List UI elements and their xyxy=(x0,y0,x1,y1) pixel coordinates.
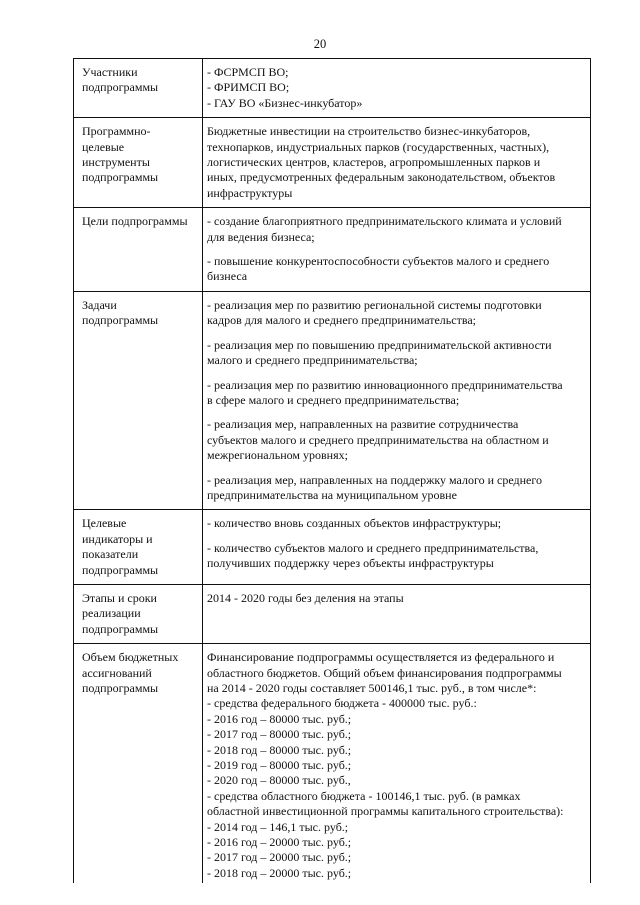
paragraph xyxy=(207,298,584,329)
text-line: Финансирование подпрограммы осуществляется из федерального и xyxy=(207,650,555,665)
paragraph xyxy=(207,338,584,369)
text-line: - количество вновь созданных объектов инфраструктуры; xyxy=(207,516,502,531)
text-line: Бюджетные инвестиции на строительство бизнес-инкубаторов, xyxy=(207,124,531,139)
text-line: - 2016 год – 20000 тыс. руб.; xyxy=(207,835,352,850)
row-indicators xyxy=(74,510,591,585)
text-line: - количество субъектов малого и среднего предпринимательства, xyxy=(207,540,539,555)
label-instruments xyxy=(74,118,203,208)
text-line: - 2020 год – 80000 тыс. руб., xyxy=(207,773,351,788)
text-line: - 2018 год – 80000 тыс. руб.; xyxy=(207,742,352,757)
text-line: логистических центров, кластеров, агропромышленных парков и xyxy=(207,155,541,170)
paragraph xyxy=(207,473,584,504)
paragraph xyxy=(207,417,584,463)
row-stages xyxy=(74,584,591,643)
row-goals xyxy=(74,208,591,292)
text-line: - ФСРМСП ВО; xyxy=(207,65,289,79)
text-line: - ГАУ ВО «Бизнес-инкубатор» xyxy=(207,95,363,110)
label-line: подпрограммы xyxy=(82,170,159,185)
label-line: подпрограммы xyxy=(82,621,159,636)
label-indicators xyxy=(74,510,203,585)
text-line: - 2018 год – 20000 тыс. руб.; xyxy=(207,865,352,880)
text-line: в сфере малого и среднего предпринимательства; xyxy=(207,392,460,407)
text-line: инфраструктуры xyxy=(207,185,293,200)
subprogram-passport-table xyxy=(73,58,591,883)
text-line: кадров для малого и среднего предпринимательства; xyxy=(207,313,476,328)
label-line: ассигнований xyxy=(82,665,152,680)
text-line: - 2014 год – 146,1 тыс. руб.; xyxy=(207,819,349,834)
content-tasks xyxy=(203,291,591,509)
paragraph xyxy=(207,650,584,881)
text-line: - реализация мер, направленных на поддержку малого и среднего xyxy=(207,472,542,487)
text-line: - 2016 год – 80000 тыс. руб.; xyxy=(207,711,352,726)
text-line: - реализация мер по развитию инновационного предпринимательства xyxy=(207,377,563,392)
text-line: технопарков, индустриальных парков (государственных, частных), xyxy=(207,139,550,154)
paragraph xyxy=(207,65,584,111)
content-goals xyxy=(203,208,591,292)
label-line: Этапы и сроки xyxy=(82,590,157,605)
text-line: бизнеса xyxy=(207,269,248,284)
text-line: областной инвестиционной программы капитального строительства): xyxy=(207,804,564,819)
paragraph xyxy=(207,541,584,572)
label-line: Программно- xyxy=(82,124,151,139)
paragraph xyxy=(207,591,584,606)
content-indicators xyxy=(203,510,591,585)
text-line: получивших поддержку через объекты инфраструктуры xyxy=(207,556,494,571)
label-line: Объем бюджетных xyxy=(82,650,179,665)
text-line: предпринимательства на муниципальном уровне xyxy=(207,487,457,502)
row-participants xyxy=(74,59,591,118)
text-line: - ФРИМСП ВО; xyxy=(207,80,290,95)
text-line: - 2017 год – 20000 тыс. руб.; xyxy=(207,850,352,865)
row-budget xyxy=(74,644,591,884)
text-line: межрегиональном уровнях; xyxy=(207,448,348,463)
text-line: - 2017 год – 80000 тыс. руб.; xyxy=(207,727,352,742)
label-stages xyxy=(74,584,203,643)
label-line: подпрограммы xyxy=(82,562,159,577)
paragraph xyxy=(207,254,584,285)
label-line: Задачи xyxy=(82,297,117,312)
text-line: на 2014 - 2020 годы составляет 500146,1 тыс. руб., в том числе*: xyxy=(207,681,537,695)
text-line: - средства федерального бюджета - 400000 тыс. руб.: xyxy=(207,696,477,711)
text-line: - создание благоприятного предпринимательского климата и условий xyxy=(207,214,562,229)
text-line: - реализация мер по развитию региональной системы подготовки xyxy=(207,297,542,312)
label-line: индикаторы и xyxy=(82,531,153,546)
label-tasks xyxy=(74,291,203,509)
content-stages xyxy=(203,584,591,643)
label-line: показатели xyxy=(82,547,139,562)
content-participants xyxy=(203,59,591,118)
text-line: субъектов малого и среднего предпринимательства на областном и xyxy=(207,432,549,447)
label-line: подпрограммы xyxy=(82,80,159,95)
label-participants xyxy=(74,59,203,118)
paragraph xyxy=(207,214,584,245)
text-line: - реализация мер по повышению предпринимательской активности xyxy=(207,337,552,352)
row-tasks xyxy=(74,291,591,509)
label-line: инструменты xyxy=(82,155,150,170)
label-goals xyxy=(74,208,203,292)
text-line: малого и среднего предпринимательства; xyxy=(207,353,418,368)
text-line: для ведения бизнеса; xyxy=(207,229,315,244)
page-number: 20 xyxy=(313,37,327,51)
label-line: подпрограммы xyxy=(82,681,159,695)
text-line: - 2019 год – 80000 тыс. руб.; xyxy=(207,758,352,773)
text-line: - реализация мер, направленных на развитие сотрудничества xyxy=(207,417,519,432)
label-line: целевые xyxy=(82,139,125,154)
label-line: Цели подпрограммы xyxy=(82,214,188,229)
label-line: подпрограммы xyxy=(82,313,159,328)
label-budget xyxy=(74,644,203,884)
paragraph xyxy=(207,516,584,531)
label-line: Целевые xyxy=(82,516,127,531)
text-line: областного бюджетов. Общий объем финансирования подпрограммы xyxy=(207,665,562,680)
label-line: Участники xyxy=(82,65,138,79)
text-line: - средства областного бюджета - 100146,1 тыс. руб. (в рамках xyxy=(207,788,521,803)
row-instruments xyxy=(74,118,591,208)
text-line: иных, предусмотренных федеральным законодательством, объектов xyxy=(207,170,556,185)
text-line: - повышение конкурентоспособности субъектов малого и среднего xyxy=(207,254,550,269)
content-budget xyxy=(203,644,591,884)
paragraph xyxy=(207,378,584,409)
paragraph xyxy=(207,124,584,201)
label-line: реализации xyxy=(82,606,141,621)
text-line: 2014 - 2020 годы без деления на этапы xyxy=(207,590,404,605)
content-instruments xyxy=(203,118,591,208)
